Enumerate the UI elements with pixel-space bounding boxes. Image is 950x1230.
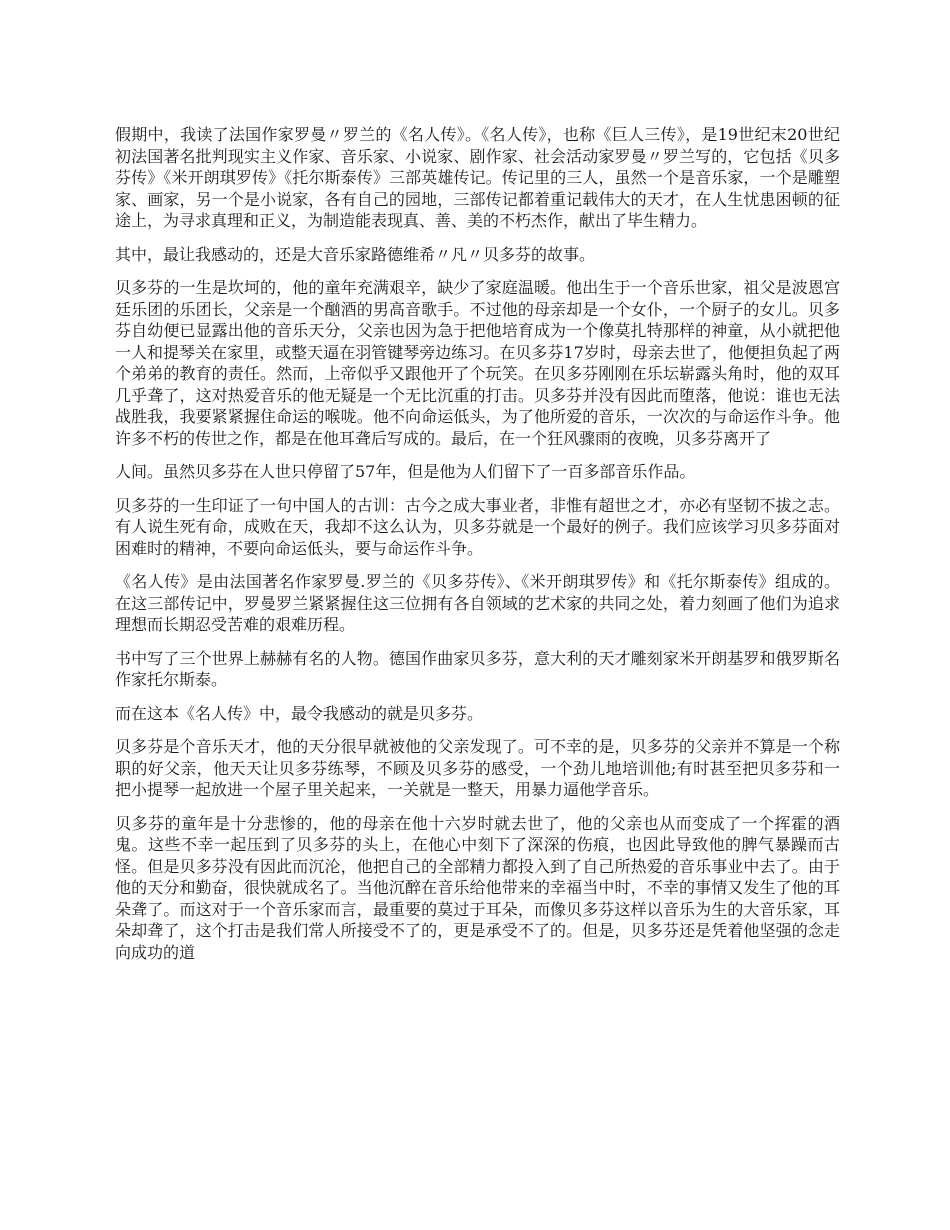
paragraph-7: 书中写了三个世界上赫赫有名的人物。德国作曲家贝多芬，意大利的天才雕刻家米开朗基罗和俄罗斯名作家托尔斯泰。	[115, 648, 840, 689]
paragraph-6: 《名人传》是由法国著名作家罗曼.罗兰的《贝多芬传》、《米开朗琪罗传》和《托尔斯泰传》组成的。在这三部传记中，罗曼罗兰紧紧握住这三位拥有各自领域的艺术家的共同之处，着力刻画了他们为追求理想而长期忍受苦难的艰难历程。	[115, 572, 840, 634]
paragraph-8: 而在这本《名人传》中，最令我感动的就是贝多芬。	[115, 703, 484, 723]
paragraph-9: 贝多芬是个音乐天才，他的天分很早就被他的父亲发现了。可不幸的是，贝多芬的父亲并不算是一个称职的好父亲，他天天让贝多芬练琴，不顾及贝多芬的感受，一个劲儿地培训他;有时甚至把贝多芬和一把小提琴一起放进一个屋子里关起来，一关就是一整天，用暴力逼他学音乐。	[115, 737, 840, 799]
document-body	[115, 124, 840, 975]
paragraph-2: 其中，最让我感动的，还是大音乐家路德维希〃凡〃贝多芬的故事。	[115, 244, 596, 264]
paragraph-4: 人间。虽然贝多芬在人世只停留了57年，但是他为人们留下了一百多部音乐作品。	[115, 462, 696, 481]
paragraph-5: 贝多芬的一生印证了一句中国人的古训：古今之成大事业者，非惟有超世之才，亦必有坚韧不拔之志。 有人说生死有命，成败在天，我却不这么认为，贝多芬就是一个最好的例子。我们应该学习贝多芬面对困难时的精神，不要向命运低头，要与命运作斗争。	[115, 495, 840, 558]
paragraph-10: 贝多芬的童年是十分悲惨的，他的母亲在他十六岁时就去世了，他的父亲也从而变成了一个挥霍的酒鬼。这些不幸一起压到了贝多芬的头上，在他心中刻下了深深的伤痕，也因此导致他的脾气暴躁而古怪。但是贝多芬没有因此而沉沦，他把自己的全部精力都投入到了自己所热爱的音乐事业中去了。由于他的天分和勤奋，很快就成名了。当他沉醉在音乐给他带来的幸福当中时，不幸的事情又发生了他的耳朵聋了。而这对于一个音乐家而言，最重要的莫过于耳朵，而像贝多芬这样以音乐为生的大音乐家，耳朵却聋了，这个打击是我们常人所接受不了的，更是承受不了的。但是，贝多芬还是凭着他坚强的念走向成功的道	[115, 813, 840, 962]
paragraph-3: 贝多芬的一生是坎坷的，他的童年充满艰辛，缺少了家庭温暖。他出生于一个音乐世家，祖父是波恩宫廷乐团的乐团长，父亲是一个酗酒的男高音歌手。不过他的母亲却是一个女仆，一个厨子的女儿。贝多芬自幼便已显露出他的音乐天分，父亲也因为急于把他培育成为一个像莫扎特那样的神童，从小就把他一人和提琴关在家里，或整天逼在羽管键琴旁边练习。在贝多芬17岁时，母亲去世了，他便担负起了两个弟弟的教育的责任。然而，上帝似乎又跟他开了个玩笑。在贝多芬刚刚在乐坛崭露头角时，他的双耳几乎聋了，这对热爱音乐的他无疑是一个无比沉重的打击。贝多芬并没有因此而堕落，他说：谁也无法战胜我，我要紧紧握住命运的喉咙。他不向命运低头，为了他所爱的音乐，一次次的与命运作斗争。他许多不朽的传世之作，都是在他耳聋后写成的。最后，在一个狂风骤雨的夜晚，贝多芬离开了	[115, 278, 840, 448]
paragraph-1: 假期中，我读了法国作家罗曼〃罗兰的《名人传》。《名人传》，也称《巨人三传》，是19世纪末20世纪初法国著名批判现实主义作家、音乐家、小说家、剧作家、社会活动家罗曼〃罗兰写的，它包括《贝多芬传》《米开朗琪罗传》《托尔斯泰传》三部英雄传记。传记里的三人，虽然一个是音乐家，一个是雕塑家、画家，另一个是小说家，各有自己的园地，三部传记都着重记载伟大的天才，在人生忧患困顿的征途上，为寻求真理和正义，为制造能表现真、善、美的不朽杰作，献出了毕生精力。	[115, 125, 840, 230]
